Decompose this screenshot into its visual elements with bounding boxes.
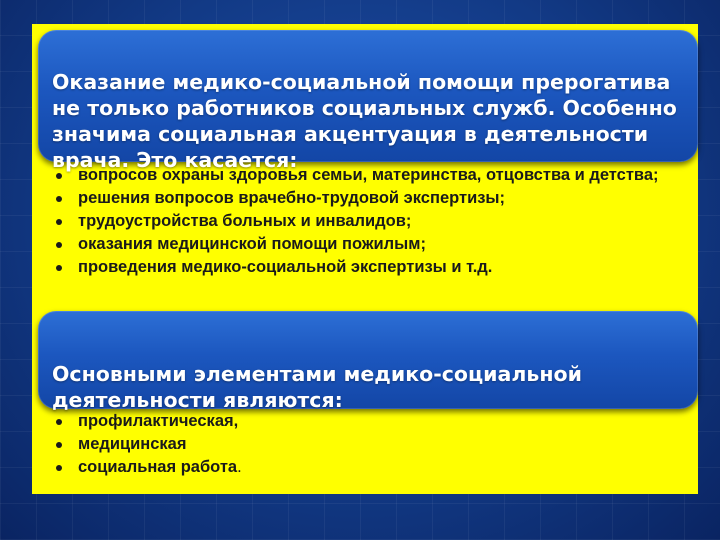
intro-callout-text: Оказание медико-социальной помощи прерогатива не только работников социальных служб. Особенно значима социальная акцентуация в деятельности врача. Это касается: <box>52 70 677 172</box>
bullet-icon <box>56 219 62 225</box>
bullet-icon <box>56 196 62 202</box>
list-item: медицинская <box>52 433 682 456</box>
trailing-period: . <box>237 458 242 476</box>
list-item: профилактическая, <box>52 410 682 433</box>
elements-callout-text: Основными элементами медико-социальной деятельности являются: <box>52 362 582 412</box>
bullet-icon <box>56 465 62 471</box>
list-item: трудоустройства больных и инвалидов; <box>52 210 682 233</box>
bullet-icon <box>56 173 62 179</box>
elements-list <box>52 410 682 479</box>
intro-callout-box <box>38 30 698 172</box>
list-item: решения вопросов врачебно-трудовой экспертизы; <box>52 187 682 210</box>
list-item: оказания медицинской помощи пожилым; <box>52 233 682 256</box>
elements-callout-box <box>38 311 698 412</box>
list-item: вопросов охраны здоровья семьи, материнства, отцовства и детства; <box>52 164 682 187</box>
bullet-icon <box>56 442 62 448</box>
bullet-icon <box>56 265 62 271</box>
list-item: проведения медико-социальной экспертизы и т.д. <box>52 256 682 279</box>
concerns-list <box>52 164 682 279</box>
list-item: социальная работа. <box>52 456 682 479</box>
bullet-icon <box>56 419 62 425</box>
bullet-icon <box>56 242 62 248</box>
